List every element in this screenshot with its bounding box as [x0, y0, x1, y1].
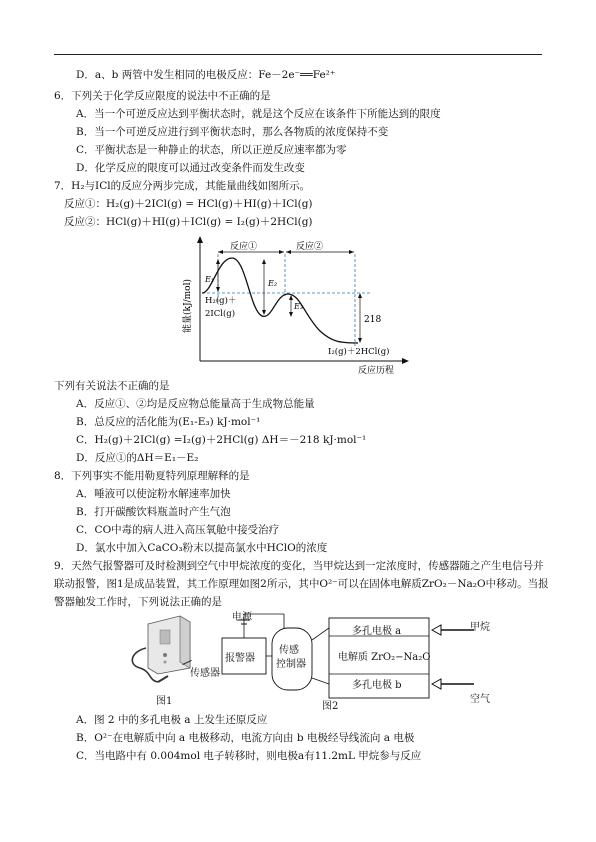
q9-option-c: C．当电路中有 0.004mol 电子转移时，则电极a有11.2mL 甲烷参与反应 [76, 750, 422, 762]
label-e3: E₃ [294, 302, 304, 311]
fig2-controller-line-1: 传感 [279, 645, 299, 656]
q7-option-b: B．总反应的活化能为(E₁-E₃) kJ·mol⁻¹ [76, 416, 261, 428]
fig1-caption: 图1 [156, 696, 173, 707]
q9-option-a: A．图 2 中的多孔电极 a 上发生还原反应 [76, 714, 268, 726]
q7-sub-stem: 下列有关说法不正确的是 [54, 380, 170, 392]
energy-diagram [180, 236, 420, 376]
label-reaction-2: 反应② [296, 242, 324, 252]
q7-reaction-2: 反应②：HCl(g)＋HI(g)＋ICl(g) = I₂(g)＋2HCl(g) [64, 216, 313, 228]
fig1-sensor-label: 传感器 [190, 668, 220, 679]
label-e1: E₁ [205, 275, 215, 284]
fig2-electrode-b: 多孔电极 b [352, 680, 402, 691]
vent-grille [160, 630, 170, 644]
q6-option-a: A．当一个可逆反应达到平衡状态时，就是这个反应在该条件下所能达到的限度 [76, 108, 441, 120]
q7-option-d: D．反应①的ΔH＝E₁－E₂ [76, 452, 199, 464]
q8-option-b: B．打开碳酸饮料瓶盖时产生气泡 [76, 506, 231, 518]
header-rule [54, 54, 542, 55]
label-e2: E₂ [268, 279, 278, 288]
fig2-power-label: 电源 [232, 612, 252, 623]
q8-option-a: A．唾液可以使淀粉水解速率加快 [76, 488, 231, 500]
q9-stem-line-3: 警器触发工作时，下列说法正确的是 [54, 596, 222, 608]
q6-option-d: D．化学反应的限度可以通过改变条件而发生改变 [76, 162, 305, 174]
q7-option-a: A．反应①、②均是反应物总能量高于生成物总能量 [76, 398, 315, 410]
q9-stem-line-2: 联动报警，图1是成品装置，其工作原理如图2所示，其中O²⁻可以在固体电解质ZrO₂－Na₂O中移动。当报 [54, 578, 549, 590]
fig2-caption: 图2 [322, 701, 339, 712]
cable-plug [158, 676, 168, 682]
fig2-methane-label: 甲烷 [470, 622, 490, 633]
x-axis-label: 反应历程 [358, 366, 395, 376]
q7-stem: 7．H₂与ICl的反应分两步完成，其能量曲线如图所示。 [54, 180, 311, 192]
q6-option-c: C．平衡状态是一种静止的状态，所以正逆反应速率都为零 [76, 144, 347, 156]
q7-reaction-1: 反应①：H₂(g)＋2ICl(g) = HCl(g)＋HI(g)＋ICl(g) [64, 198, 313, 210]
q6-option-b: B．当一个可逆反应进行到平衡状态时，那么各物质的浓度保持不变 [76, 126, 389, 138]
label-reaction-1: 反应① [230, 242, 258, 252]
products-label: I₂(g)＋2HCl(g) [328, 347, 390, 357]
q7-option-c: C．H₂(g)＋2ICl(g) =I₂(g)＋2HCl(g) ΔH＝－218 kJ·mol⁻¹ [76, 434, 367, 446]
q5-option-d: D．a、b 两管中发生相同的电极反应：Fe－2e⁻══Fe²⁺ [76, 69, 336, 81]
fig2-electrolyte: 电解质 ZrO₂−Na₂O [338, 652, 431, 663]
fig2-alarm-label: 报警器 [225, 653, 255, 664]
q6-stem: 6．下列关于化学反应限度的说法中不正确的是 [54, 90, 271, 102]
x-axis-arrow [402, 358, 409, 364]
reactants-line-2: 2ICl(g) [205, 309, 236, 319]
q9-option-b: B．O²⁻在电解质中向 a 电极移动，电流方向由 b 电极经导线流向 a 电极 [76, 732, 415, 744]
fig2-electrode-a: 多孔电极 a [352, 626, 402, 637]
reactants-line-1: H₂(g)＋ [205, 296, 237, 306]
fig2-air-label: 空气 [470, 694, 490, 705]
q8-stem: 8．下列事实不能用勒夏特列原理解释的是 [54, 470, 250, 482]
q8-option-d: D．氯水中加入CaCO₃粉末以提高氯水中HClO的浓度 [76, 542, 328, 554]
label-218: 218 [364, 315, 382, 325]
fig2-controller-line-2: 控制器 [276, 659, 306, 670]
q8-option-c: C．CO中毒的病人进入高压氧舱中接受治疗 [76, 524, 280, 536]
q9-stem-line-1: 9．天然气报警器可及时检测到空气中甲烷浓度的变化，当甲烷达到一定浓度时，传感器随之产生电信号并 [54, 560, 544, 572]
y-axis-label: 能量(kJ/mol) [183, 279, 193, 333]
y-axis-arrow [197, 236, 203, 243]
